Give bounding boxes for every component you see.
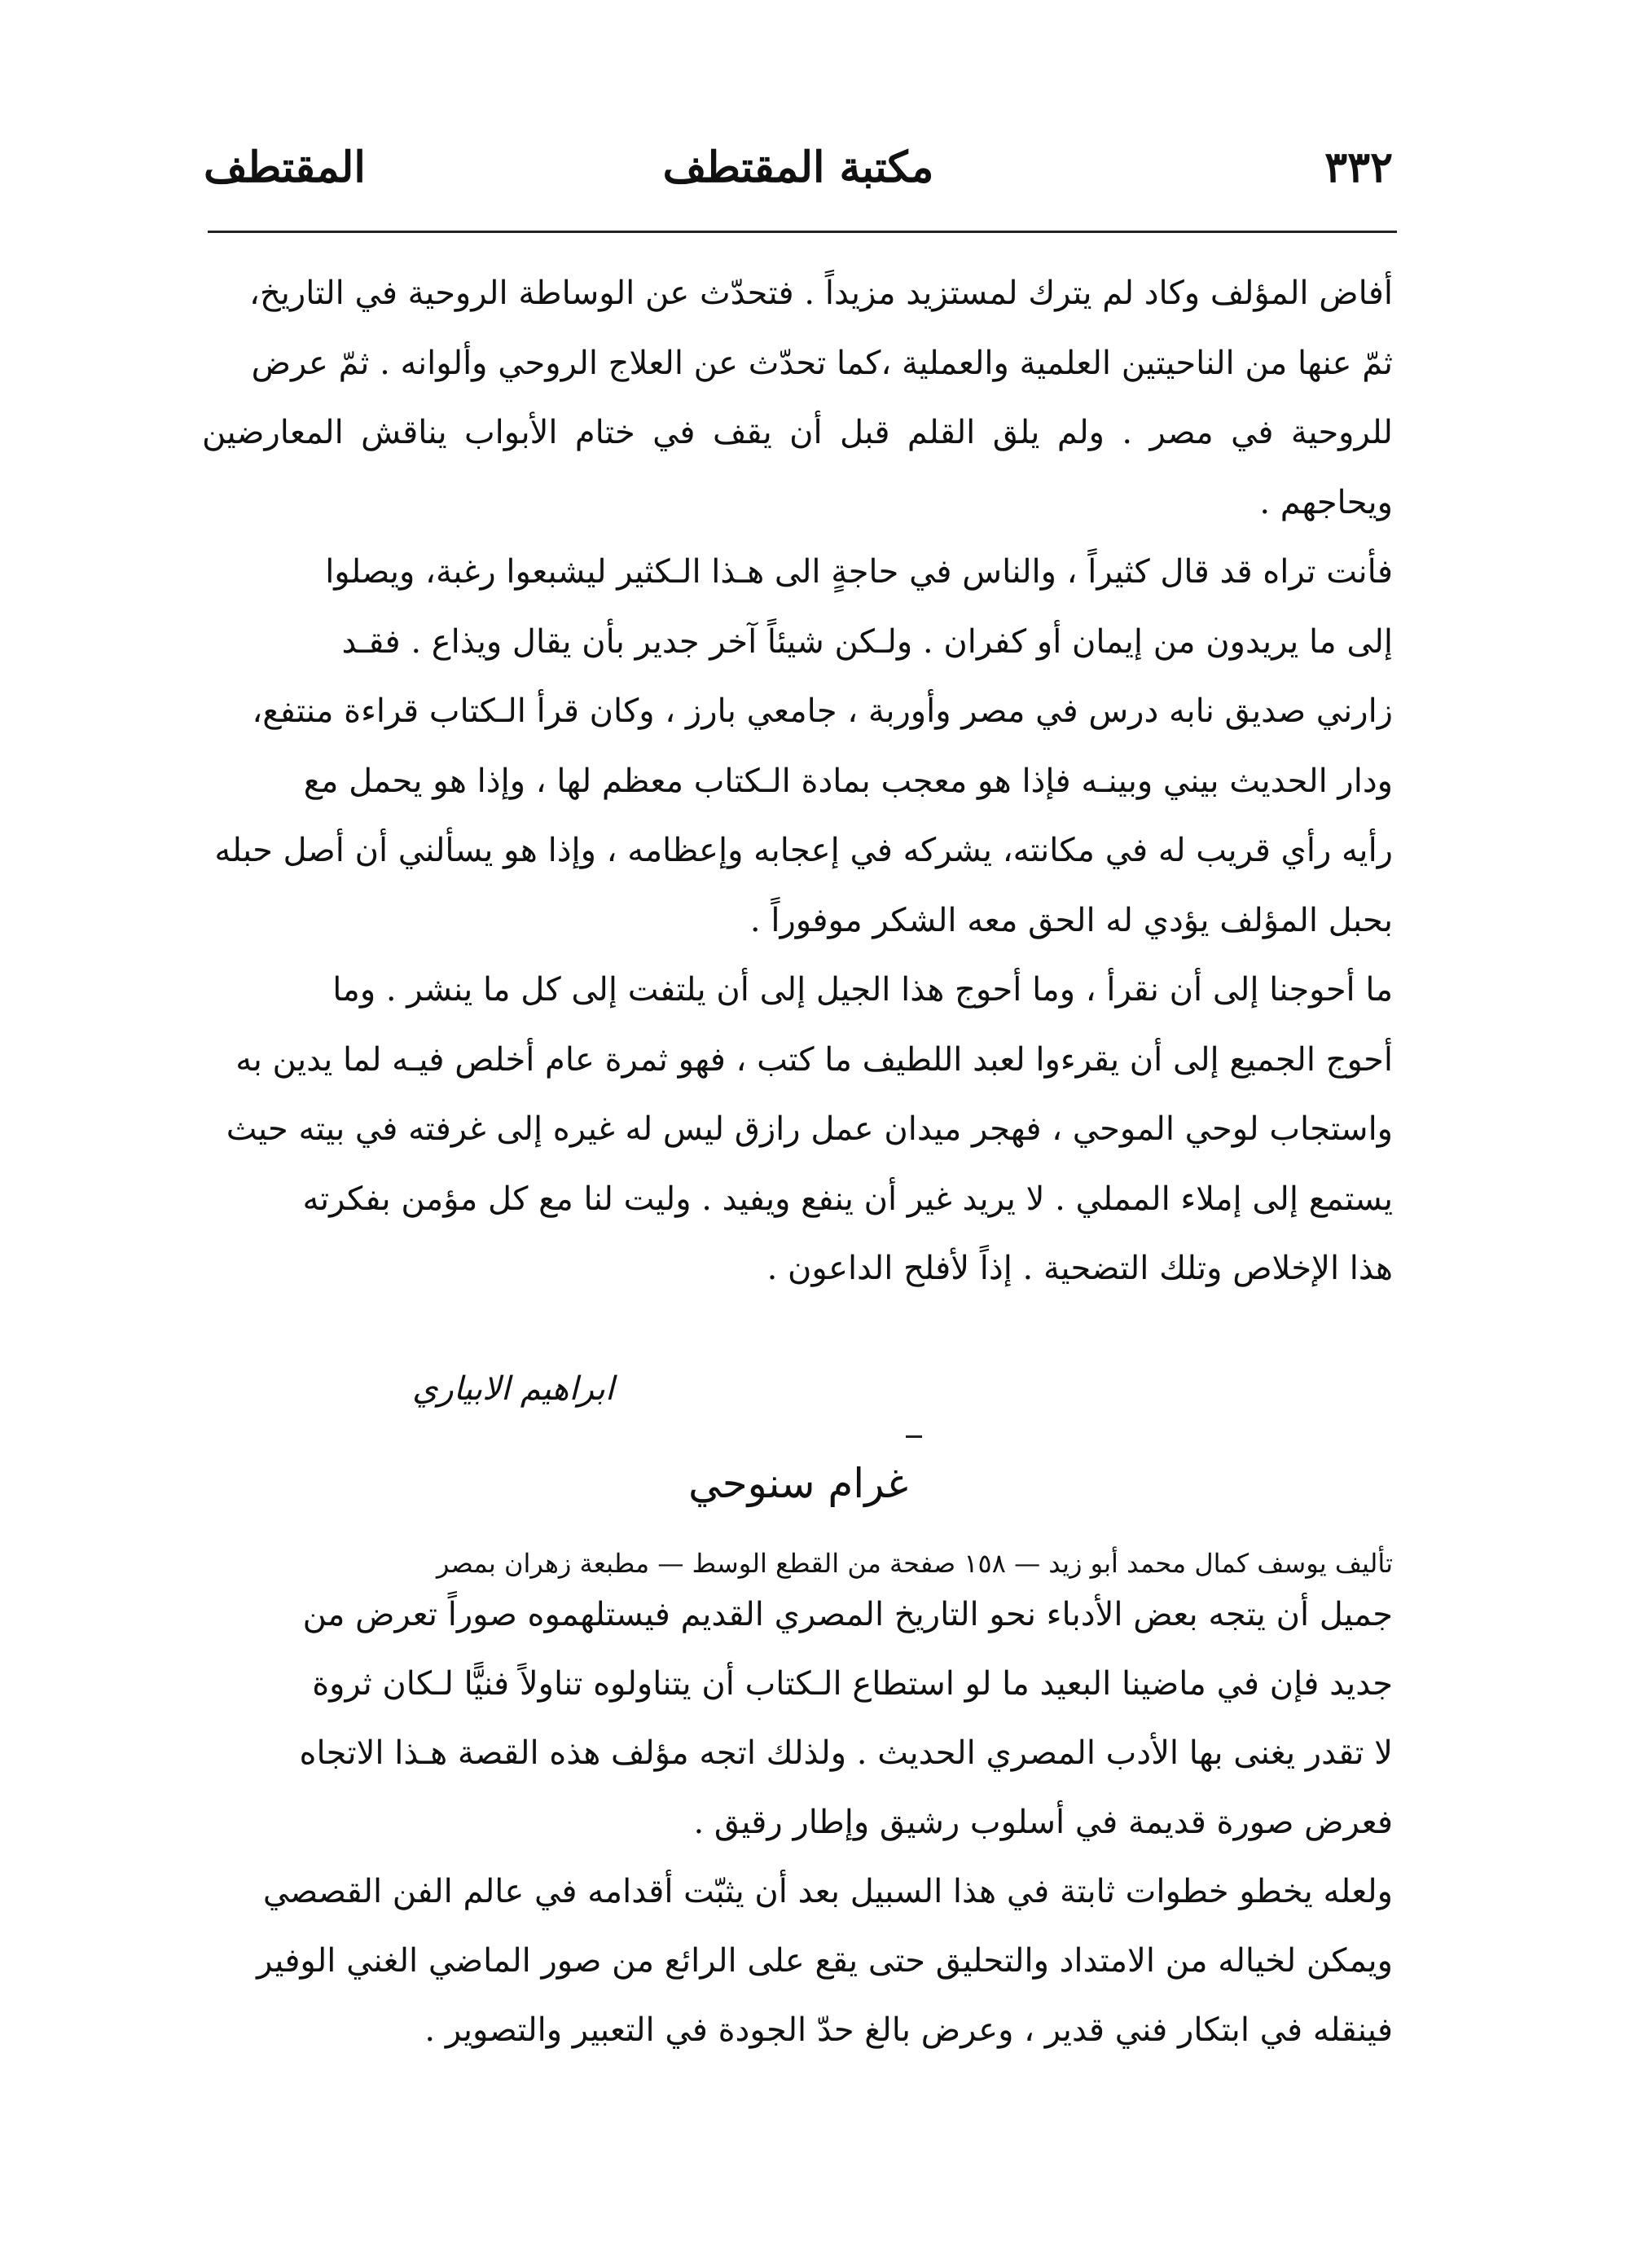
paragraph — [202, 1857, 1393, 2065]
text-line: واستجاب لوحي الموحي ، فهجر ميدان عمل رازق ليس له غيره إلى غرفته في بيته حيث — [226, 1110, 1393, 1148]
paragraph — [202, 259, 1393, 538]
text-line: ما أحوجنا إلى أن نقرأ ، وما أحوج هذا الجيل إلى أن يلتفت إلى كل ما ينشر . وما — [332, 971, 1393, 1009]
paragraph — [202, 1580, 1393, 1857]
text-line: يستمع إلى إملاء المملي . لا يريد غير أن ينفع ويفيد . وليت لنا مع كل مؤمن بفكرته — [302, 1180, 1393, 1218]
section-title: مكتبة المقتطف — [662, 143, 934, 192]
book-title: غرام سنوحي — [688, 1460, 908, 1507]
page-number: ٣٣٢ — [1324, 143, 1393, 192]
text-line: ولعله يخطو خطوات ثابتة في هذا السبيل بعد أن يثبّت أقدامه في عالم الفن القصصي — [262, 1873, 1393, 1910]
section-separator — [906, 1435, 922, 1438]
text-line: أفاض المؤلف وكاد لم يترك لمستزيد مزيداً . فتحدّث عن الوساطة الروحية في التاريخ، — [249, 275, 1393, 312]
journal-name: المقتطف — [204, 143, 366, 192]
paragraph — [202, 538, 1393, 956]
text-line: فينقله في ابتكار فني قدير ، وعرض بالغ حدّ الجودة في التعبير والتصوير . — [424, 2011, 1393, 2049]
header-rule — [208, 231, 1397, 233]
text-line: فأنت تراه قد قال كثيراً ، والناس في حاجةٍ الى هـذا الـكثير ليشبعوا رغبة، ويصلوا — [325, 553, 1393, 591]
text-line: إلى ما يريدون من إيمان أو كفران . ولـكن شيئاً آخر جدير بأن يقال ويذاع . فقـد — [341, 622, 1393, 661]
text-line: لا تقدر يغنى بها الأدب المصري الحديث . ولذلك اتجه مؤلف هذه القصة هـذا الاتجاه — [299, 1734, 1393, 1772]
review-2-body — [202, 1580, 1393, 2065]
text-line: ويمكن لخياله من الامتداد والتحليق حتى يقع على الرائع من صور الماضي الغني الوفير — [257, 1942, 1393, 1980]
running-header — [204, 143, 1393, 208]
text-line: زارني صديق نابه درس في مصر وأوربة ، جامعي بارز ، وكان قرأ الـكتاب قراءة منتفع، — [252, 692, 1393, 730]
review-1-body — [202, 259, 1393, 1304]
reviewer-signature: ابراهيم الابياري — [412, 1370, 614, 1408]
text-line: جميل أن يتجه بعض الأدباء نحو التاريخ المصري القديم فيستلهموه صوراً تعرض من — [302, 1596, 1393, 1633]
paragraph — [202, 956, 1393, 1304]
text-line: فعرض صورة قديمة في أسلوب رشيق وإطار رقيق . — [693, 1804, 1393, 1841]
text-line: هذا الإخلاص وتلك التضحية . إذاً لأفلح الداعون . — [766, 1250, 1393, 1287]
text-line: جديد فإن في ماضينا البعيد ما لو استطاع الـكتاب أن يتناولوه تناولاً فنيًّا لـكان ثروة — [312, 1665, 1393, 1703]
text-line: ثمّ عنها من الناحيتين العلمية والعملية ،كما تحدّث عن العلاج الروحي وألوانه . ثمّ عرض — [251, 344, 1393, 382]
text-line: للروحية في مصر . ولم يلق القلم قبل أن يقف في ختام الأبواب يناقش المعارضين ويحاجهم . — [202, 414, 1393, 521]
book-metadata: تأليف يوسف كمال محمد أبو زيد — ١٥٨ صفحة من القطع الوسط — مطبعة زهران بمصر — [437, 1548, 1393, 1579]
text-line: أحوج الجميع إلى أن يقرءوا لعبد اللطيف ما كتب ، فهو ثمرة عام أخلص فيـه لما يدين به — [235, 1040, 1393, 1079]
text-line: رأيه رأي قريب له في مكانته، يشركه في إعجابه وإعظامه ، وإذا هو يسألني أن أصل حبله — [214, 832, 1393, 869]
text-line: بحبل المؤلف يؤدي له الحق معه الشكر موفوراً . — [749, 901, 1393, 939]
text-line: ودار الحديث بيني وبينـه فإذا هو معجب بمادة الـكتاب معظم لها ، وإذا هو يحمل مع — [303, 762, 1393, 800]
